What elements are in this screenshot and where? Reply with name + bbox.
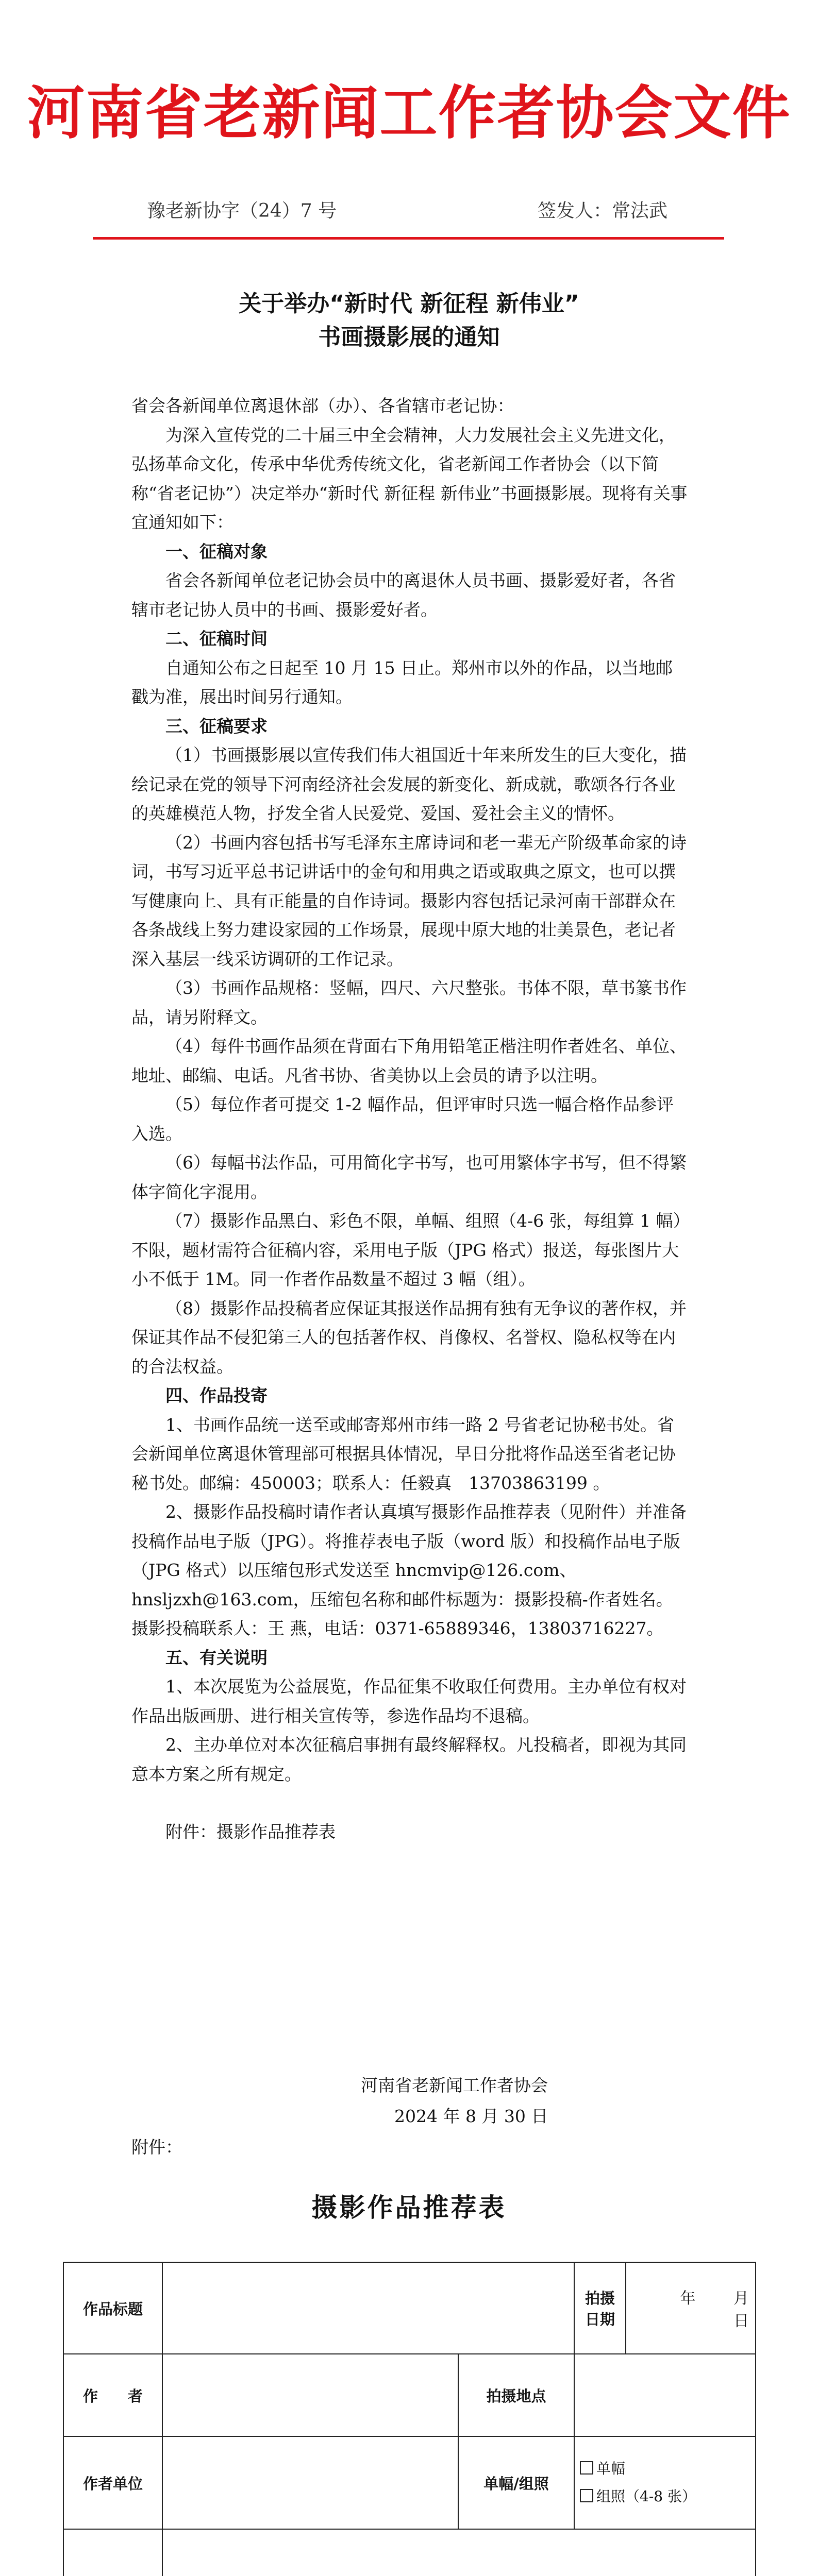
document-signer: 签发人：常法武 [537,200,667,222]
section-heading-1: 一、征稿对象 [165,541,268,562]
input-work-title[interactable] [162,2262,574,2354]
red-divider-rule [93,237,724,240]
input-shoot-date[interactable] [626,2262,756,2354]
attachment-label: 附件： [131,2137,182,2157]
section-heading-5: 五、有关说明 [165,1647,268,1668]
input-location[interactable] [574,2354,756,2436]
form-row-title [63,2262,756,2354]
section-1-text: 省会各新闻单位老记协会员中的离退休人员书画、摄影爱好者，各省辖市老记协人员中的书画、摄影爱好者。 [131,570,676,620]
section-3-item-7: （7）摄影作品黑白、彩色不限，单幅、组照（4-6 张，每组算 1 幅）不限，题材需符合征稿内容，采用电子版（JPG 格式）报送，每张图片大小不低于 1M。同一作者作品数量不超过 3 幅（组）。 [131,1211,682,1289]
label-location: 拍摄地点 [458,2354,574,2436]
label-author-unit: 作者单位 [63,2436,162,2529]
document-red-header: 河南省老新闻工作者协会文件 [27,80,791,147]
section-heading-4: 四、作品投寄 [165,1385,268,1405]
signature-date: 2024 年 8 月 30 日 [394,2106,548,2126]
checkbox-icon [580,2489,593,2502]
option-single-label: 单幅 [596,2460,626,2477]
date-year: 年 [680,2290,697,2308]
notice-title-line1: 关于举办“新时代 新征程 新伟业” [239,291,579,317]
section-3-item-4: （4）每件书画作品须在背面右下角用铅笔正楷注明作者姓名、单位、地址、邮编、电话。凡省书协、省美协以上会员的请予以注明。 [131,1036,687,1086]
option-group-label: 组照（4-8 张） [596,2488,697,2505]
attachment-reference: 附件：摄影作品推荐表 [165,1822,336,1842]
option-single[interactable] [580,2455,750,2483]
notice-title-line2: 书画摄影展的通知 [318,324,500,350]
label-shoot-date-l1: 拍摄 [585,2290,615,2307]
option-group[interactable] [580,2483,750,2511]
section-3-item-3: （3）书画作品规格：竖幅，四尺、六尺整张。书体不限，草书篆书作品，请另附释文。 [131,978,687,1027]
label-format: 单幅/组照 [458,2436,574,2529]
spacer [131,1789,688,1818]
notice-body [131,392,688,1847]
salutation: 省会各新闻单位离退休部（办）、各省辖市老记协： [131,396,514,416]
checkbox-icon [580,2461,593,2475]
section-3-item-5: （5）每位作者可提交 1-2 幅作品，但评审时只选一幅合格作品参评入选。 [131,1094,674,1144]
label-author: 作 者 [63,2354,162,2436]
label-work-title: 作品标题 [63,2262,162,2354]
label-shoot-date-l2: 日期 [585,2311,615,2328]
input-description[interactable] [162,2529,756,2576]
section-heading-3: 三、征稿要求 [165,716,268,736]
section-5-item-2: 2、主办单位对本次征稿启事拥有最终解释权。凡投稿者，即视为其同意本方案之所有规定。 [131,1735,687,1784]
date-day: 日 [733,2312,750,2330]
date-month: 月 [733,2290,750,2308]
section-3-item-1: （1）书画摄影展以宣传我们伟大祖国近十年来所发生的巨大变化，描绘记录在党的领导下河南经济社会发展的新变化、新成就，歌颂各行各业的英雄模范人物，抒发全省人民爱党、爱国、爱社会主义的情怀。 [131,745,687,823]
input-author-unit[interactable] [162,2436,458,2529]
section-3-item-6: （6）每幅书法作品，可用简化字书写，也可用繁体字书写，但不得繁体字简化字混用。 [131,1153,687,1202]
section-3-item-2: （2）书画内容包括书写毛泽东主席诗词和老一辈无产阶级革命家的诗词，书写习近平总书记讲话中的金句和用典之语或取典之原文，也可以撰写健康向上、具有正能量的自作诗词。摄影内容包括记录河南干部群众在各条战线上努力建设家园的工作场景，展现中原大地的壮美景色，老记者深入基层一线采访调研的工作记录。 [131,832,687,969]
section-5-item-1: 1、本次展览为公益展览，作品征集不收取任何费用。主办单位有权对作品出版画册、进行相关宣传等，参选作品均不退稿。 [131,1676,687,1726]
section-3-item-8: （8）摄影作品投稿者应保证其报送作品拥有独有无争议的著作权，并保证其作品不侵犯第三人的包括著作权、肖像权、名誉权、隐私权等在内的合法权益。 [131,1298,687,1377]
form-row-description [63,2529,756,2576]
section-heading-2: 二、征稿时间 [165,629,268,649]
label-shoot-date [574,2262,626,2354]
label-description [63,2529,162,2576]
section-4-item-2: 2、摄影作品投稿时请作者认真填写摄影作品推荐表（见附件）并准备投稿作品电子版（JPG）。将推荐表电子版（word 版）和投稿作品电子版（JPG 格式）以压缩包形式发送至 hncmvip@126.com、hnsljzxh@163.com，压缩包名称和邮件标题为：摄影投稿-作者姓名。摄影投稿联系人：王 燕，电话：0371-65889346，13803716227。 [131,1502,687,1638]
document-number: 豫老新协字（24）7 号 [147,200,337,222]
input-author[interactable] [162,2354,458,2436]
intro-paragraph: 为深入宣传党的二十届三中全会精神，大力发展社会主义先进文化，弘扬革命文化，传承中华优秀传统文化，省老新闻工作者协会（以下简称“省老记协”）决定举办“新时代 新征程 新伟业”书画摄影展。现将有关事宜通知如下： [131,425,688,532]
form-row-unit [63,2436,756,2529]
form-title: 摄影作品推荐表 [311,2193,507,2223]
section-2-text: 自通知公布之日起至 10 月 15 日止。郑州市以外的作品，以当地邮戳为准，展出时间另行通知。 [131,657,673,707]
form-row-author [63,2354,756,2436]
recommendation-form [63,2262,756,2576]
signature-organization: 河南省老新闻工作者协会 [361,2075,548,2095]
section-4-item-1: 1、书画作品统一送至或邮寄郑州市纬一路 2 号省老记协秘书处。省会新闻单位离退休管理部可根据具体情况，早日分批将作品送至省老记协秘书处。邮编：450003；联系人：任毅真 13703863199 。 [131,1414,676,1493]
format-options [574,2436,756,2529]
